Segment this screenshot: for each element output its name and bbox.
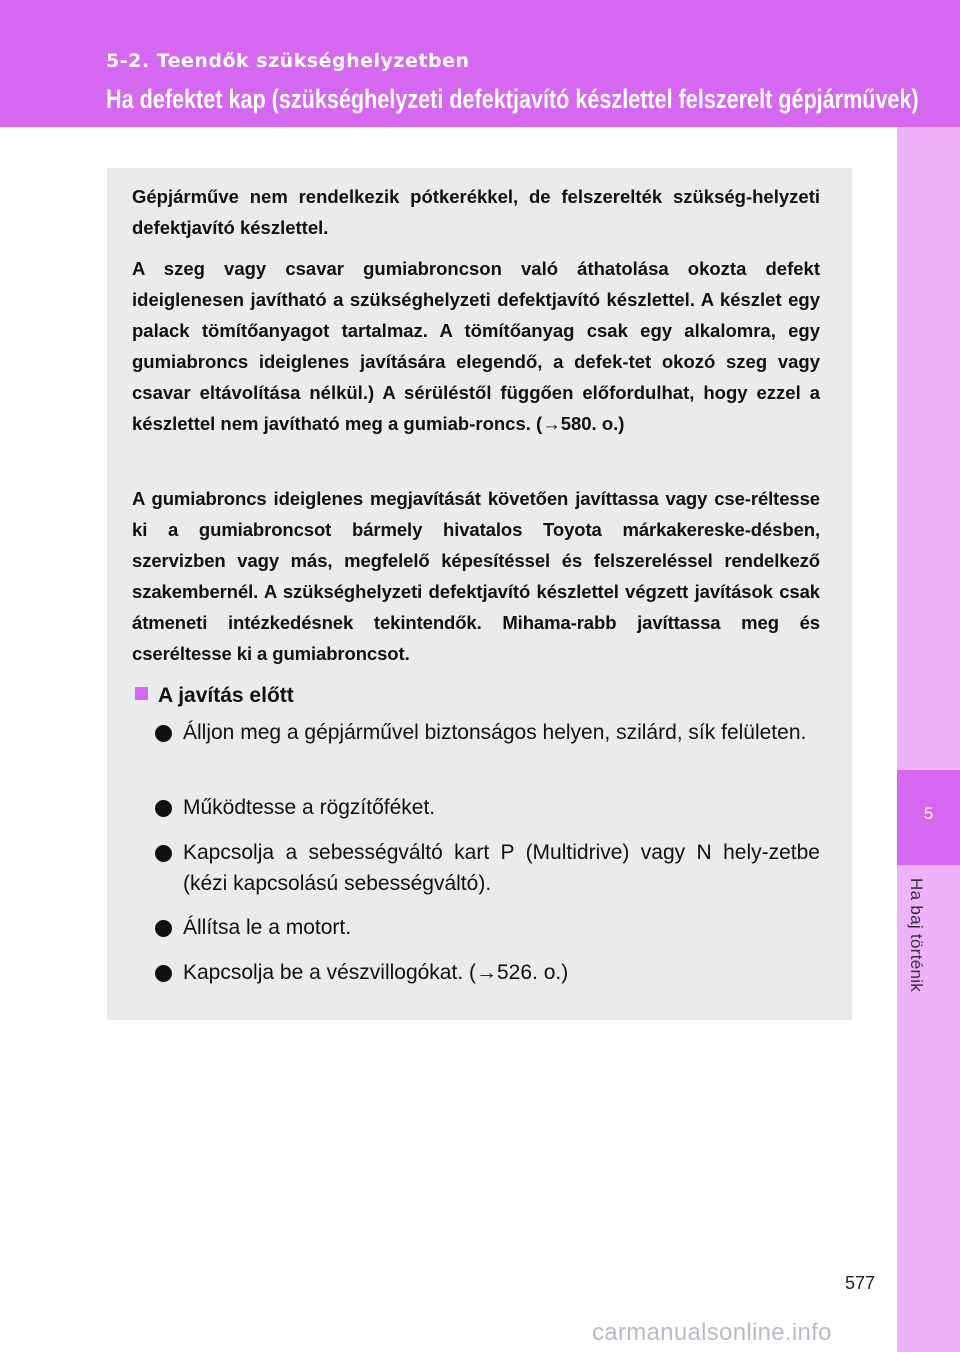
- bullet-dot-icon: [155, 725, 172, 742]
- list-item-text: Működtesse a rögzítőféket.: [183, 796, 436, 819]
- bullet-dot-icon: [155, 845, 172, 862]
- list-item-text: Kapcsolja be a vészvillogókat. (→526. o.): [183, 961, 569, 984]
- list-item-text: Állítsa le a motort.: [183, 916, 352, 939]
- list-item: [155, 792, 820, 823]
- bullet-dot-icon: [155, 800, 172, 817]
- square-bullet-icon: [135, 687, 148, 700]
- list-item-text: Álljon meg a gépjárművel biztonságos helyen, szilárd, sík felületen.: [183, 721, 807, 744]
- section-label: 5-2. Teendők szükséghelyzetben: [106, 50, 470, 72]
- content-box: [107, 168, 852, 1020]
- page-header: [0, 0, 960, 127]
- intro-paragraph: Gépjárműve nem rendelkezik pótkerékkel, de felszerelték szükség-helyzeti defektjavító készlettel.: [132, 186, 820, 238]
- bullet-dot-icon: [155, 965, 172, 982]
- replacement-paragraph: A gumiabroncs ideiglenes megjavítását követően javíttassa vagy cse-réltesse ki a gumiabroncsot bármely hivatalos Toyota márkakereske-désben, szervizben vagy más, megfelelő képesítéssel és felszereléssel rendelkező szakembernél. A szükséghelyzeti defektjavító készlettel végzett javítások csak átmeneti intézkedésnek tekintendők. Mihama-rabb javíttassa meg és cseréltesse ki a gumiabroncsot.: [132, 488, 820, 664]
- repair-paragraph: A szeg vagy csavar gumiabroncson való áthatolása okozta defekt ideiglenesen javítható a szükséghelyzeti defektjavító készlettel. A készlet egy palack tömítőanyagot tartalmaz. A tömítőanyag csak egy alkalomra, egy gumiabroncs ideiglenes javítására elegendő, a defek-tet okozó szeg vagy csavar eltávolítása nélkül.) A sérüléstől függően előfordulhat, hogy ezzel a készlettel nem javítható meg a gumiab-roncs. (→580. o.): [132, 258, 820, 434]
- list-item: [155, 957, 820, 988]
- chapter-number: 5: [923, 804, 934, 823]
- list-item: [155, 717, 820, 748]
- list-item-text: Kapcsolja a sebességváltó kart P (Multidrive) vagy N hely-zetbe (kézi kapcsolású sebességváltó).: [183, 841, 820, 895]
- section-subheading: [135, 682, 294, 710]
- page-number: 577: [845, 1273, 876, 1293]
- page-title: Ha defektet kap (szükséghelyzeti defektjavító készlettel felszerelt gépjárművek): [106, 84, 919, 114]
- watermark: carmanualsonline.info: [592, 1319, 832, 1346]
- bullet-dot-icon: [155, 920, 172, 937]
- chapter-number-box: [897, 770, 960, 865]
- chapter-side-tab: [897, 127, 960, 1352]
- chapter-title: Ha baj történik: [907, 878, 926, 993]
- list-item: [155, 912, 820, 943]
- list-item: [155, 837, 820, 899]
- subheading-text: A javítás előtt: [158, 684, 294, 707]
